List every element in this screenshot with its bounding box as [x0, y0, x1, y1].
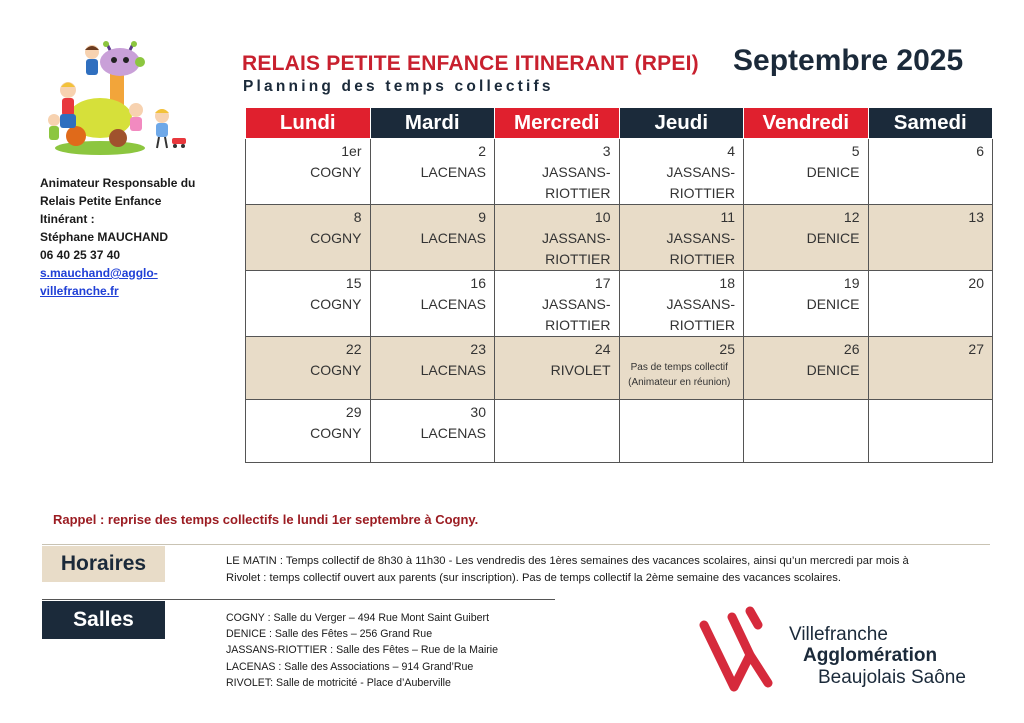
day-location: COGNY: [310, 296, 362, 312]
day-number: 10: [594, 209, 611, 225]
calendar-day-cell: [868, 337, 993, 400]
day-location: COGNY: [310, 164, 362, 180]
calendar-day-cell: [246, 139, 371, 205]
day-number: 4: [727, 143, 735, 159]
calendar-header-row: [246, 108, 993, 139]
day-location: RIVOLET: [550, 362, 611, 378]
calendar-body: [246, 139, 993, 463]
calendar-day-cell: [495, 271, 620, 337]
calendar-day-cell: [868, 139, 993, 205]
day-number: 5: [851, 143, 860, 159]
calendar-day-cell: [495, 337, 620, 400]
day-header-jeudi: Jeudi: [619, 108, 744, 139]
day-header-lundi: Lundi: [246, 108, 371, 139]
calendar-week-row: [246, 205, 993, 271]
salles-label: Salles: [42, 601, 165, 639]
day-number: 29: [345, 404, 362, 420]
kids-illustration-logo: [40, 40, 190, 160]
calendar-day-cell: [495, 139, 620, 205]
calendar-day-cell: [868, 205, 993, 271]
day-location: DENICE: [806, 296, 860, 312]
calendar-day-cell: [619, 271, 744, 337]
day-number: 23: [470, 341, 486, 357]
day-number: 26: [843, 341, 860, 357]
day-location: JASSANS-: [666, 230, 735, 246]
contact-name: Stéphane MAUCHAND: [40, 230, 169, 244]
calendar-day-cell: [619, 337, 744, 400]
calendar-day-cell: [868, 400, 993, 463]
day-location: COGNY: [310, 425, 362, 441]
day-number: 24: [594, 341, 611, 357]
calendar-week-row: [246, 271, 993, 337]
day-location-cont: RIOTTIER: [545, 317, 611, 333]
calendar-day-cell: [495, 400, 620, 463]
day-number: 19: [843, 275, 860, 291]
calendar-day-cell: [246, 400, 371, 463]
calendar-day-cell: [370, 205, 495, 271]
day-number: 22: [345, 341, 362, 357]
day-location: LACENAS: [420, 362, 486, 378]
horaires-text-line1: LE MATIN : Temps collectif de 8h30 à 11h30 - Les vendredis des 1ères semaines des vacances scolaires, ainsi qu’un mercredi par mois à: [226, 555, 909, 567]
brand-line1: Villefranche: [789, 624, 888, 645]
day-location: DENICE: [806, 230, 860, 246]
day-number: 25: [719, 341, 735, 357]
day-number: 15: [345, 275, 362, 291]
day-number: 11: [720, 209, 735, 225]
day-location: COGNY: [310, 230, 362, 246]
horaires-text-line2: Rivolet : temps collectif ouvert aux parents (sur inscription). Pas de temps collectif la 2ème semaine des vacances scolaires.: [226, 572, 841, 584]
calendar-week-row: [246, 337, 993, 400]
contact-block: [40, 174, 220, 300]
salle-item: COGNY : Salle du Verger – 494 Rue Mont Saint Guibert: [226, 612, 490, 624]
calendar-day-cell: [246, 271, 371, 337]
calendar-day-cell: [744, 337, 869, 400]
calendar-day-cell: [868, 271, 993, 337]
day-location-cont: RIOTTIER: [545, 251, 611, 267]
page-title: RELAIS PETITE ENFANCE ITINERANT (RPEI): [242, 52, 699, 75]
calendar-day-cell: [619, 400, 744, 463]
horaires-label: Horaires: [42, 546, 165, 582]
day-number: 30: [470, 404, 486, 420]
month-title: Septembre 2025: [733, 44, 964, 77]
day-number: 17: [594, 275, 611, 291]
brand-line3: Beaujolais Saône: [818, 667, 966, 688]
contact-email-line2[interactable]: villefranche.fr: [40, 284, 119, 298]
day-note: Pas de temps collectif: [630, 362, 728, 373]
reminder-text: Rappel : reprise des temps collectifs le lundi 1er septembre à Cogny.: [53, 512, 479, 527]
day-header-samedi: Samedi: [868, 108, 993, 139]
day-location-cont: RIOTTIER: [669, 251, 735, 267]
contact-role-line1: Animateur Responsable du: [40, 176, 196, 190]
calendar-week-row: [246, 139, 993, 205]
salle-item: LACENAS : Salle des Associations – 914 Grand’Rue: [226, 660, 474, 673]
day-location: LACENAS: [420, 425, 486, 441]
calendar-day-cell: [744, 271, 869, 337]
day-location: LACENAS: [420, 230, 486, 246]
day-header-mardi: Mardi: [370, 108, 495, 139]
salle-item: DENICE : Salle des Fêtes – 256 Grand Rue: [226, 628, 433, 641]
day-number: 16: [470, 275, 486, 291]
villefranche-v-logo-icon: [698, 603, 798, 693]
day-number: 27: [968, 341, 984, 357]
day-header-mercredi: Mercredi: [495, 108, 620, 139]
day-location-cont: RIOTTIER: [669, 317, 735, 333]
day-number: 13: [968, 209, 984, 225]
salle-item: JASSANS-RIOTTIER : Salle des Fêtes – Rue de la Mairie: [226, 644, 499, 657]
day-number: 9: [478, 209, 486, 225]
day-number: 6: [976, 143, 984, 159]
contact-email-line1[interactable]: s.mauchand@agglo-: [40, 266, 158, 280]
day-number: 18: [719, 275, 735, 291]
calendar-day-cell: [246, 205, 371, 271]
day-location: LACENAS: [420, 296, 486, 312]
day-location: JASSANS-: [666, 164, 735, 180]
day-note-cont: (Animateur en réunion): [628, 377, 731, 388]
page-subtitle: Planning des temps collectifs: [243, 78, 554, 95]
day-location: JASSANS-: [542, 230, 611, 246]
calendar-day-cell: [744, 139, 869, 205]
horaires-text: [226, 553, 986, 587]
day-number: 12: [843, 209, 860, 225]
calendar-table: [245, 107, 993, 463]
salles-list: [226, 610, 498, 691]
day-location: JASSANS-: [666, 296, 735, 312]
day-number: 20: [968, 275, 984, 291]
calendar-day-cell: [370, 271, 495, 337]
contact-role-line3: Itinérant :: [40, 212, 95, 226]
contact-role-line2: Relais Petite Enfance: [40, 194, 162, 208]
calendar-day-cell: [246, 337, 371, 400]
day-location: JASSANS-: [542, 296, 611, 312]
salle-item: RIVOLET: Salle de motricité - Place d’Auberville: [226, 676, 451, 689]
day-location: DENICE: [806, 362, 860, 378]
day-location: LACENAS: [420, 164, 486, 180]
day-header-vendredi: Vendredi: [744, 108, 869, 139]
calendar-day-cell: [744, 400, 869, 463]
day-number: 2: [478, 143, 486, 159]
day-number: 1er: [341, 143, 362, 159]
calendar-week-row: [246, 400, 993, 463]
day-number: 8: [353, 209, 362, 225]
calendar-day-cell: [370, 139, 495, 205]
calendar-day-cell: [619, 205, 744, 271]
calendar-day-cell: [370, 400, 495, 463]
divider-salles: [42, 599, 555, 600]
calendar-day-cell: [495, 205, 620, 271]
divider-horaires: [42, 544, 990, 545]
day-location: COGNY: [310, 362, 362, 378]
day-location: DENICE: [806, 164, 860, 180]
day-number: 3: [602, 143, 611, 159]
day-location-cont: RIOTTIER: [669, 185, 735, 201]
calendar-day-cell: [744, 205, 869, 271]
day-location: JASSANS-: [542, 164, 611, 180]
contact-phone: 06 40 25 37 40: [40, 248, 121, 262]
calendar-day-cell: [370, 337, 495, 400]
contact-email-link[interactable]: [40, 264, 220, 300]
calendar-day-cell: [619, 139, 744, 205]
brand-line2: Agglomération: [803, 645, 938, 666]
day-location-cont: RIOTTIER: [545, 185, 611, 201]
